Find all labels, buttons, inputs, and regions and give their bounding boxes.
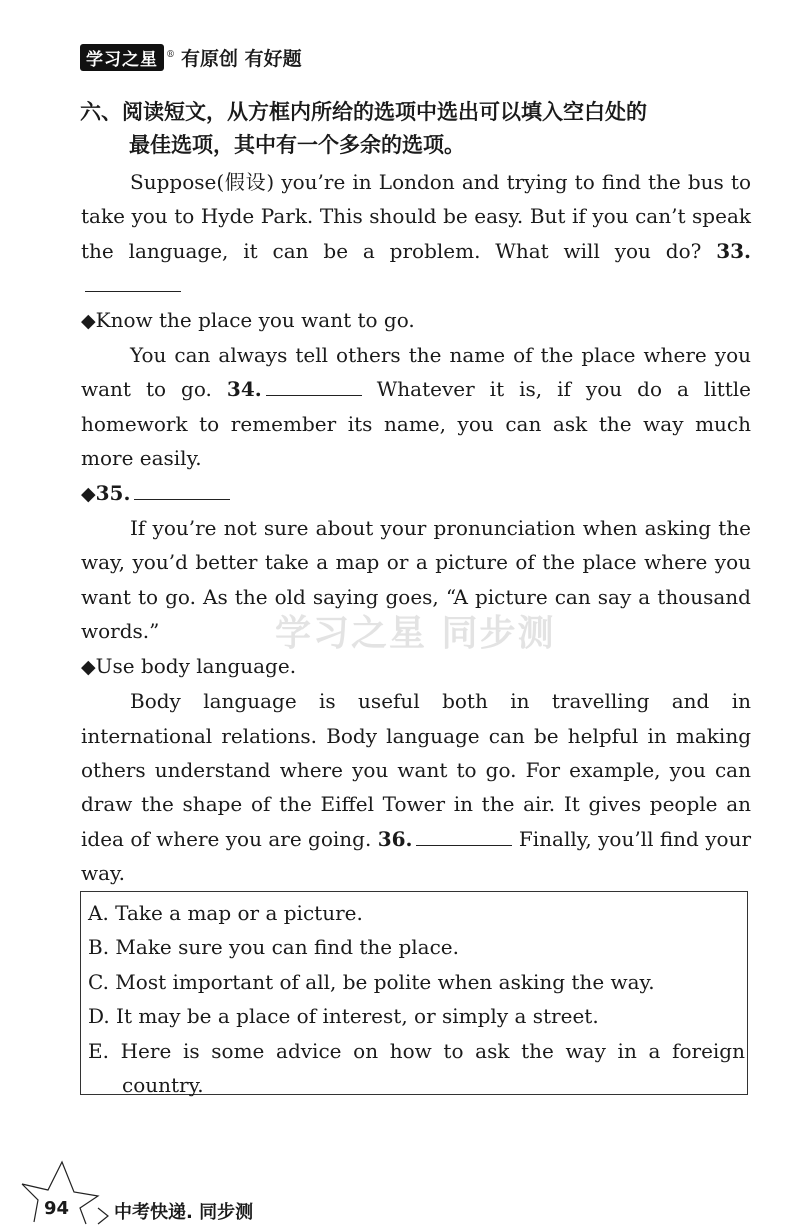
brand-logo: 学习之星 (80, 44, 164, 71)
paragraph-2-text-before: You can always tell others the name of the place where you want to go. (81, 343, 751, 402)
tip-3-text: Use body language. (95, 653, 297, 678)
options-box (80, 891, 748, 1098)
footer (18, 1156, 338, 1226)
chevron-right-icon (98, 1208, 108, 1224)
tip-3 (81, 649, 751, 684)
question-35-number: 35. (95, 480, 131, 505)
diamond-bullet-icon: ◆ (81, 309, 96, 332)
header-slogan: 有原创 有好题 (181, 48, 302, 70)
paragraph-2 (81, 338, 751, 476)
registered-mark-icon: ® (166, 49, 175, 60)
footer-title: 中考快递. 同步测 (114, 1202, 254, 1223)
answer-blank-34[interactable] (266, 394, 362, 396)
option-d: D. It may be a place of interest, or simply a street. (88, 1004, 599, 1029)
watermark: 学习之星 同步测 (275, 613, 556, 654)
paragraph-4-text-before: Body language is useful both in travelling and in international relations. Body language can be helpful in making others understand where you want to go. For example, you can draw the shape of the Eiffel Tower in the air. It gives people an idea of where you are going. (81, 689, 751, 851)
answer-blank-35[interactable] (134, 498, 230, 500)
paragraph-1 (81, 165, 751, 303)
option-a: A. Take a map or a picture. (88, 901, 363, 925)
option-b: B. Make sure you can find the place. (88, 935, 459, 960)
tip-2 (81, 476, 751, 511)
question-36-number: 36. (377, 826, 413, 851)
paragraph-1-text: Suppose(假设) you’re in London and trying to find the bus to take you to Hyde Park. This should be easy. But if you can’t speak the language, it can be a problem. What will you do? (81, 170, 751, 263)
diamond-bullet-icon: ◆ (81, 655, 96, 678)
option-c: C. Most important of all, be polite when asking the way. (88, 969, 655, 994)
tip-1-text: Know the place you want to go. (95, 307, 415, 332)
section-heading (80, 96, 760, 162)
page-number: 94 (44, 1198, 70, 1219)
diamond-bullet-icon: ◆ (81, 482, 96, 505)
answer-blank-36[interactable] (416, 844, 512, 846)
paragraph-3: If you’re not sure about your pronunciation when asking the way, you’d better take a map or a picture of the place where you want to go. As the old saying goes, “A picture can say a thousand words.” (81, 516, 751, 644)
header (80, 44, 302, 71)
tip-1 (81, 303, 751, 338)
heading-line-1: 六、阅读短文，从方框内所给的选项中选出可以填入空白处的 (80, 100, 647, 124)
answer-blank-33[interactable] (85, 290, 181, 292)
reading-passage (81, 165, 751, 891)
heading-line-2: 最佳选项，其中有一个多余的选项。 (129, 133, 465, 157)
question-33-number: 33. (716, 238, 752, 263)
option-e: E. Here is some advice on how to ask the way in a foreign country. (88, 1038, 745, 1098)
paragraph-4-text-after: Finally, you’ll find your way. (81, 826, 752, 886)
paragraph-2-text-after: Whatever it is, if you do a little homework to remember its name, you can ask the way much more easily. (81, 377, 752, 471)
paragraph-4 (81, 684, 751, 890)
question-34-number: 34. (226, 377, 262, 402)
